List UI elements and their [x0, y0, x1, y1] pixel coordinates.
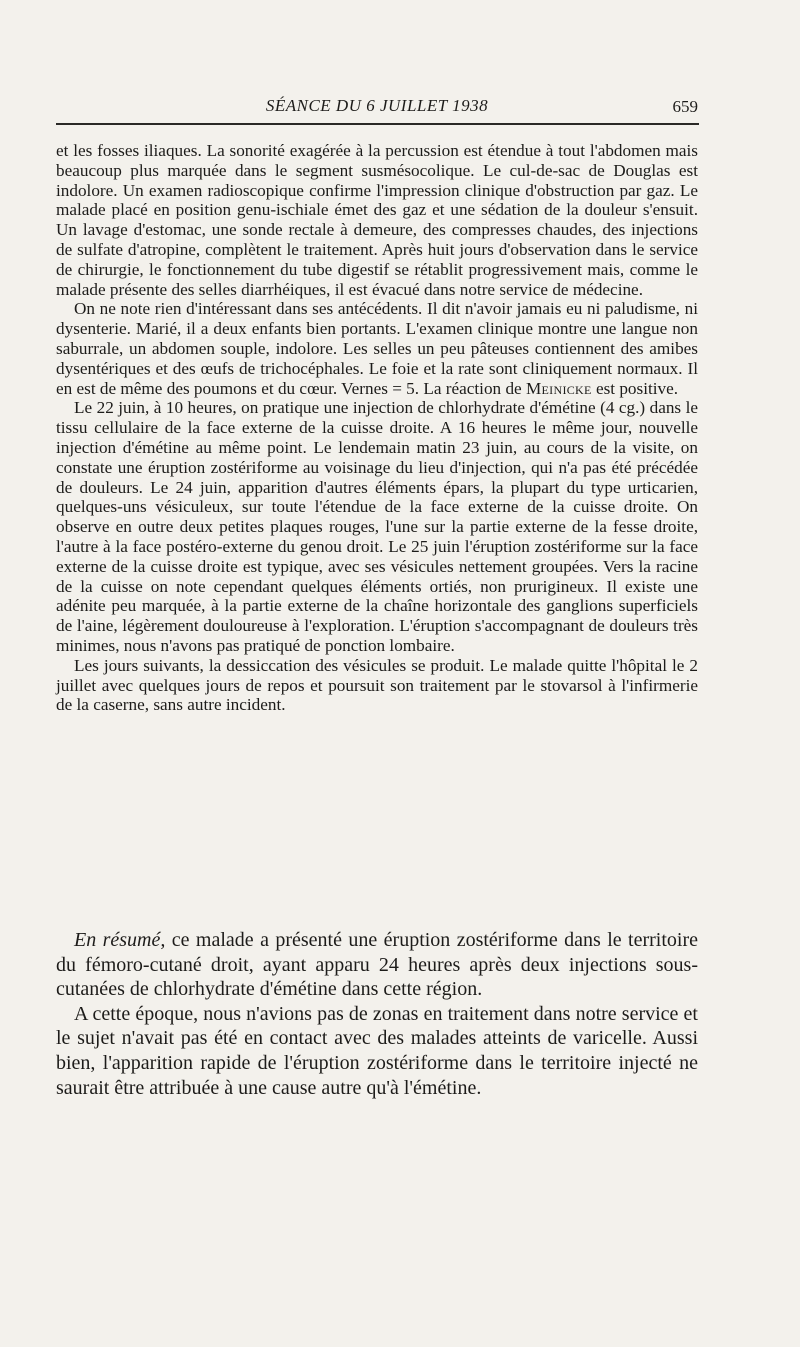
summary-text — [56, 928, 698, 1100]
page-number: 659 — [672, 97, 698, 116]
paragraph-summary — [56, 928, 698, 1002]
header-rule — [56, 123, 699, 125]
summary-body: ce malade a présenté une éruption zostériforme dans le territoire du fémoro-cutané droit, ayant apparu 24 heures après deux injections sous-cutanées de chlorhydrate d'émétine dans cette région. — [56, 929, 699, 1001]
summary-lead: En résumé, — [74, 929, 166, 951]
paragraph-antecedents-end: est positive. — [591, 378, 679, 398]
conclusion-body: A cette époque, nous n'avions pas de zonas en traitement dans notre service et le sujet n'avait pas été en contact avec des malades atteints de varicelle. Aussi bien, l'apparition rapide de l'éruption zostériforme dans le territoire injecté ne saurait être attribuée à une cause autre qu'à l'émétine. — [56, 1002, 698, 1099]
running-title: SÉANCE DU 6 JUILLET 1938 — [265, 96, 489, 115]
paragraph-injection: Le 22 juin, à 10 heures, on pratique une injection de chlorhydrate d'émétine (4 cg.) dans le tissu cellulaire de la face externe de la cuisse droite. A 16 heures le même jour, nouvelle injection d'émétine au même point. Le lendemain matin 23 juin, au cours de la visite, on constate une éruption zostériforme au voisinage du lieu d'injection, qui n'a pas été précédée de douleurs. Le 24 juin, apparition d'autres éléments épars, la plupart du type urticarien, quelques-uns vésiculeux, sur toute l'étendue de la face externe de la cuisse droite. On observe en outre deux petites plaques rouges, l'une sur la partie externe de la fesse droite, l'autre à la face postéro-externe du genou droit. Le 25 juin l'éruption zostériforme sur la face externe de la cuisse droite est typique, avec ses vésicules nettement groupées. Vers la racine de la cuisse on note cependant quelques éléments ortiés, non prurigineux. Il existe une adénite peu marquée, à la partie externe de la chaîne horizontale des ganglions superficiels de l'aine, légèrement douloureuse à l'exploration. L'éruption s'accompagnant de douleurs très minimes, nous n'avons pas pratiqué de ponction lombaire. — [56, 398, 698, 655]
author-name-meinicke: Meinicke — [525, 378, 592, 398]
paragraph-antecedents — [56, 299, 698, 398]
observation-text — [56, 141, 698, 715]
paragraph-antecedents-text: On ne note rien d'intéressant dans ses antécédents. Il dit n'avoir jamais eu ni paludisme, ni dysenterie. Marié, il a deux enfants bien portants. L'examen clinique montre une langue non saburrale, un abdomen souple, indolore. Les selles un peu pâteuses contiennent des amibes dysentériques et des œufs de trichocéphales. Le foie et la rate sont cliniquement normaux. Il en est de même des poumons et du cœur. Vernes = 5. La réaction de — [56, 299, 698, 398]
paragraph-outcome: Les jours suivants, la dessiccation des vésicules se produit. Le malade quitte l'hôpital le 2 juillet avec quelques jours de repos et poursuit son traitement par le stovarsol à l'infirmerie de la caserne, sans autre incident. — [56, 655, 698, 715]
paragraph-conclusion — [56, 1002, 698, 1100]
paragraph-continuation: et les fosses iliaques. La sonorité exagérée à la percussion est étendue à tout l'abdomen mais beaucoup plus marquée dans le segment susmésocolique. Le cul-de-sac de Douglas est indolore. Un examen radioscopique confirme l'impression clinique d'obstruction par gaz. Le malade placé en position genu-ischiale émet des gaz et une sédation de la douleur s'ensuit. Un lavage d'estomac, une sonde rectale à demeure, des compresses chaudes, des injections de sulfate d'atropine, complètent le traitement. Après huit jours d'observation dans le service de chirurgie, le fonctionnement du tube digestif se rétablit progressivement mais, comme le malade présente des selles diarrhéiques, il est évacué dans notre service de médecine. — [56, 141, 698, 299]
running-head — [56, 96, 698, 120]
